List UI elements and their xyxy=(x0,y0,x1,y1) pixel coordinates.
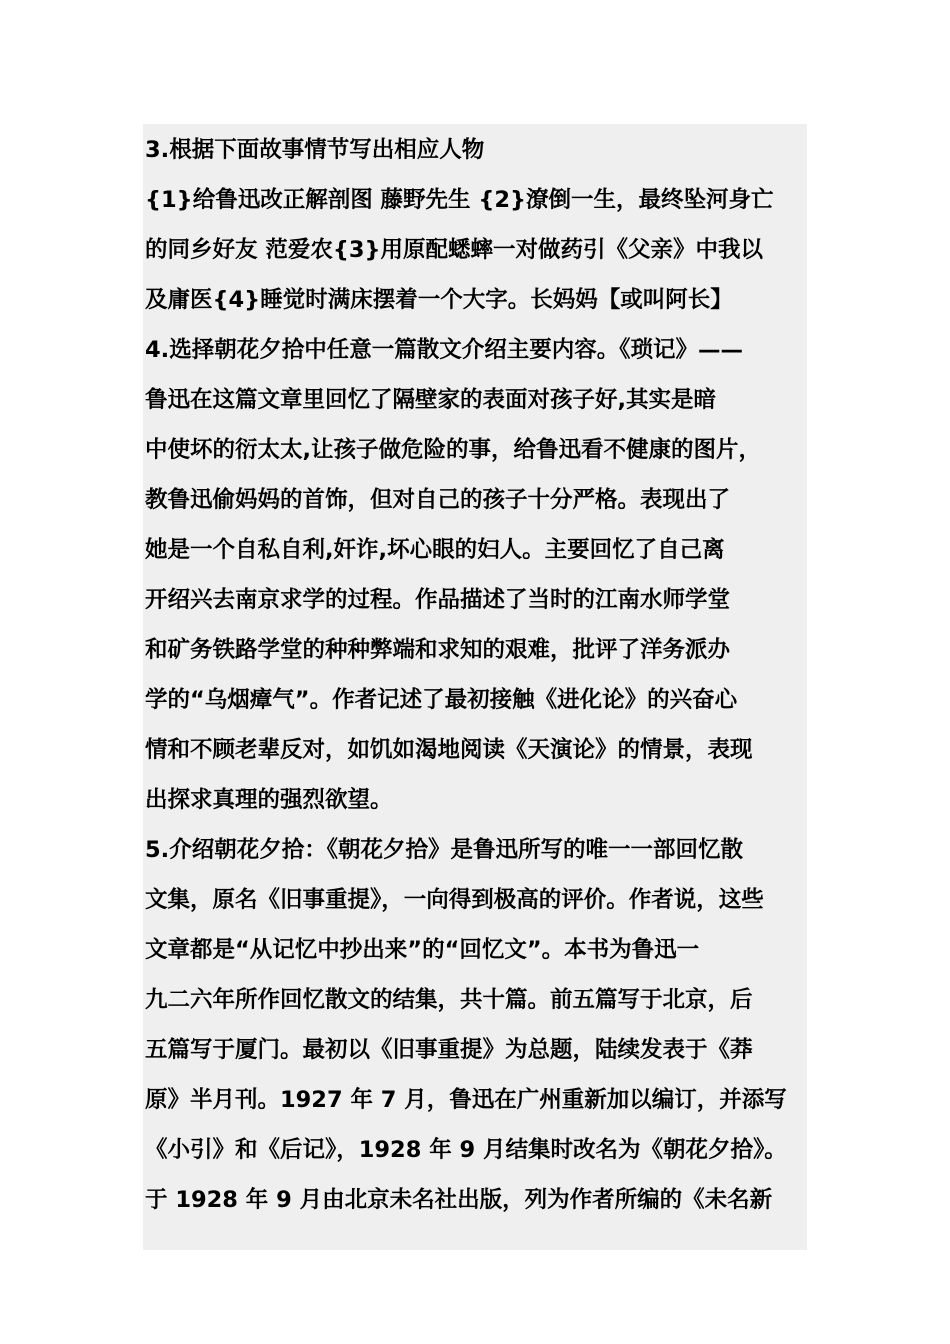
text-line: 和矿务铁路学堂的种种弊端和求知的艰难，批评了洋务派办 xyxy=(145,637,731,663)
text-line: 学的“乌烟瘴气”。作者记述了最初接触《进化论》的兴奋心 xyxy=(145,687,738,713)
text-line: 出探求真理的强烈欲望。 xyxy=(145,787,393,813)
text-line: 文章都是“从记忆中抄出来”的“回忆文”。本书为鲁迅一 xyxy=(145,937,700,963)
text-line: 及庸医{4}睡觉时满床摆着一个大字。长妈妈【或叫阿长】 xyxy=(145,287,733,313)
text-line: 于 1928 年 9 月由北京未名社出版，列为作者所编的《未名新 xyxy=(145,1187,773,1213)
text-line: 她是一个自私自利,奸诈,坏心眼的妇人。主要回忆了自己离 xyxy=(145,537,725,563)
text-line: 《小引》和《后记》，1928 年 9 月结集时改名为《朝花夕拾》。 xyxy=(145,1137,787,1163)
text-line: 的同乡好友 范爱农{3}用原配蟋蟀一对做药引《父亲》中我以 xyxy=(145,237,764,263)
text-line: 开绍兴去南京求学的过程。作品描述了当时的江南水师学堂 xyxy=(145,587,731,613)
text-line: 原》半月刊。1927 年 7 月，鲁迅在广州重新加以编订，并添写 xyxy=(145,1087,787,1113)
text-line: 鲁迅在这篇文章里回忆了隔壁家的表面对孩子好,其实是暗 xyxy=(145,387,717,413)
question-5-heading: 5.介绍朝花夕拾：《朝花夕拾》是鲁迅所写的唯一一部回忆散 xyxy=(145,837,743,863)
text-line: 教鲁迅偷妈妈的首饰，但对自己的孩子十分严格。表现出了 xyxy=(145,487,731,513)
text-line: 文集，原名《旧事重提》，一向得到极高的评价。作者说，这些 xyxy=(145,887,764,913)
text-line: 九二六年所作回忆散文的结集，共十篇。前五篇写于北京，后 xyxy=(145,987,753,1013)
question-4-heading: 4.选择朝花夕拾中任意一篇散文介绍主要内容。《琐记》—— xyxy=(145,337,743,363)
text-line: 情和不顾老辈反对，如饥如渴地阅读《天演论》的情景，表现 xyxy=(145,737,753,763)
text-line: 五篇写于厦门。最初以《旧事重提》为总题，陆续发表于《莽 xyxy=(145,1037,753,1063)
text-line: {1}给鲁迅改正解剖图 藤野先生 {2}潦倒一生，最终坠河身亡 xyxy=(145,187,774,213)
question-3-heading: 3.根据下面故事情节写出相应人物 xyxy=(145,137,485,163)
text-line: 中使坏的衍太太,让孩子做危险的事，给鲁迅看不健康的图片， xyxy=(145,437,762,463)
